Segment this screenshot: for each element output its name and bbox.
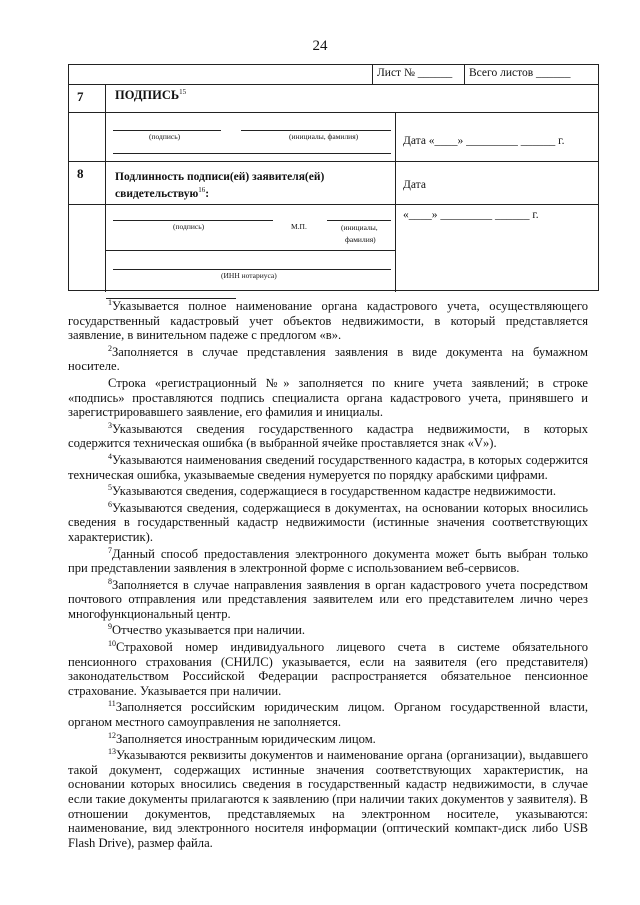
section-7-number: 7 bbox=[77, 89, 84, 104]
footnote-number: 11 bbox=[108, 699, 116, 709]
row-divider bbox=[69, 204, 598, 205]
footnote-number: 1 bbox=[108, 297, 112, 307]
footnote-number: 7 bbox=[108, 545, 112, 555]
footnote-number: 13 bbox=[108, 747, 116, 757]
footnote-text: Заполняется иностранным юридическим лицом. bbox=[116, 731, 376, 746]
initials-line bbox=[241, 130, 391, 131]
section-8-title: Подлинность подписи(ей) заявителя(ей) свидетельствую$^{16}$: bbox=[115, 171, 325, 200]
footnote-item bbox=[68, 578, 588, 622]
footnote-number: 3 bbox=[108, 420, 112, 430]
section-7-date: Дата «____» _________ ______ г. bbox=[403, 135, 565, 147]
footnote-text: Указываются наименования сведений государственного кадастра, в которых содержится техническая ошибка, указываемые сведения нумеруется по порядку арабскими цифрами. bbox=[68, 452, 588, 482]
notary-initials-caption-2: фамилия) bbox=[345, 235, 376, 244]
footnote-item bbox=[68, 640, 588, 698]
initials-caption: (инициалы, фамилия) bbox=[289, 132, 359, 141]
footnote-text: Указываются сведения государственного кадастра недвижимости, в которых содержится техническая ошибка (в выбранной ячейке проставляется знак «V»). bbox=[68, 421, 588, 451]
footnote-number: 4 bbox=[108, 451, 112, 461]
footnote-list bbox=[68, 299, 588, 850]
notary-initials-line bbox=[327, 220, 391, 221]
footnote-item bbox=[68, 376, 588, 420]
footnote-text: Заполняется в случае направления заявления в орган кадастрового учета посредством почтового отправления или представления заявителем или его представителем лично через многофункциональный центр. bbox=[68, 577, 588, 621]
footnotes bbox=[68, 298, 588, 852]
footnote-item bbox=[68, 623, 588, 638]
footnote-text: Указывается полное наименование органа кадастрового учета, осуществляющего государственный кадастровый учет объектов недвижимости, в который представляется заявление, в винительном падеже с предлогом «в». bbox=[68, 299, 588, 343]
row-divider bbox=[69, 84, 598, 85]
col-divider bbox=[372, 65, 373, 84]
section-8-date-fill: «____» _________ ______ г. bbox=[403, 209, 539, 221]
section-8-number: 8 bbox=[77, 166, 84, 181]
footnote-item bbox=[68, 501, 588, 545]
footnote-text: Строка «регистрационный №» заполняется по книге учета заявлений; в строке «подпись» проставляются подпись специалиста органа кадастрового учета, принявшего и зарегистрировавшего заявление, его фамилия и инициалы. bbox=[68, 375, 588, 420]
signature-caption: (подпись) bbox=[149, 132, 181, 141]
section-8-date-label: Дата bbox=[403, 179, 426, 191]
col-divider bbox=[464, 65, 465, 84]
signature-extra-line bbox=[113, 153, 391, 154]
signature-form-table bbox=[68, 64, 599, 291]
stamp-place-caption: М.П. bbox=[291, 222, 307, 231]
footnote-item bbox=[68, 453, 588, 482]
footnote-text: Данный способ предоставления электронного документа может быть выбран только при представлении заявления в электронной форме с использованием веб-сервисов. bbox=[68, 546, 588, 576]
footnote-number: 6 bbox=[108, 499, 112, 509]
notary-signature-caption: (подпись) bbox=[173, 222, 205, 231]
notary-signature-line bbox=[113, 220, 273, 221]
total-sheets-label: Всего листов ______ bbox=[469, 67, 571, 79]
footnote-text: Заполняется российским юридическим лицом. Органом государственной власти, органом местного самоуправления не заполняется. bbox=[68, 700, 588, 730]
footnote-number: 10 bbox=[108, 638, 116, 648]
col-divider bbox=[395, 112, 396, 292]
footnote-number: 9 bbox=[108, 622, 112, 632]
signature-line bbox=[113, 130, 221, 131]
page-number: 24 bbox=[312, 38, 328, 54]
footnote-number: 12 bbox=[108, 730, 116, 740]
notary-inn-line bbox=[113, 269, 391, 270]
footnote-item bbox=[68, 422, 588, 451]
footnote-item bbox=[68, 299, 588, 343]
footnote-item bbox=[68, 484, 588, 499]
row-divider bbox=[69, 112, 598, 113]
notary-inn-caption: (ИНН нотариуса) bbox=[221, 271, 277, 280]
footnote-number: 8 bbox=[108, 576, 112, 586]
footnote-item bbox=[68, 732, 588, 747]
footnote-text: Указываются сведения, содержащиеся в документах, на основании которых вносились сведения в государственный кадастр недвижимости (истинные значения соответствующих характеристик). bbox=[68, 500, 588, 544]
footnote-text: Указываются сведения, содержащиеся в государственном кадастре недвижимости. bbox=[112, 484, 557, 499]
sheet-number-label: Лист № ______ bbox=[377, 67, 453, 79]
section-7-title: ПОДПИСЬ$^{15}$ bbox=[115, 88, 187, 103]
footnote-item bbox=[68, 547, 588, 576]
notary-row-divider bbox=[105, 250, 395, 251]
footnote-item bbox=[68, 700, 588, 729]
footnote-number: 5 bbox=[108, 482, 112, 492]
footnote-item bbox=[68, 345, 588, 374]
footnote-number: 2 bbox=[108, 343, 112, 353]
notary-initials-caption: (инициалы, bbox=[341, 223, 378, 232]
footnote-text: Заполняется в случае представления заявления в виде документа на бумажном носителе. bbox=[68, 344, 588, 374]
row-divider bbox=[69, 161, 598, 162]
footnote-text: Указываются реквизиты документов и наименование органа (организации), выдавшего такой документ, содержащих истинные значения соответствующих характеристик, на основании которых вносились сведения в государственный кадастр недвижимости, в случае если такие документы прилагаются к заявлению (при наличии таких документов у заявителя). В отношении документов, представляемых на электронном носителе, указываются: наименование, вид электронного носителя информации (оптический компакт-диск либо USB Flash Drive), размер файла. bbox=[68, 748, 588, 850]
footnote-text: Отчество указывается при наличии. bbox=[112, 623, 305, 638]
col-divider bbox=[105, 84, 106, 292]
footnote-text: Страховой номер индивидуального лицевого счета в системе обязательного пенсионного страхования (СНИЛС) указывается, если на заявителя (его представителя) законодательством Российской Федерации распространяется обязательное пенсионное страхование. Указывается при наличии. bbox=[68, 640, 588, 698]
footnote-item bbox=[68, 748, 588, 850]
